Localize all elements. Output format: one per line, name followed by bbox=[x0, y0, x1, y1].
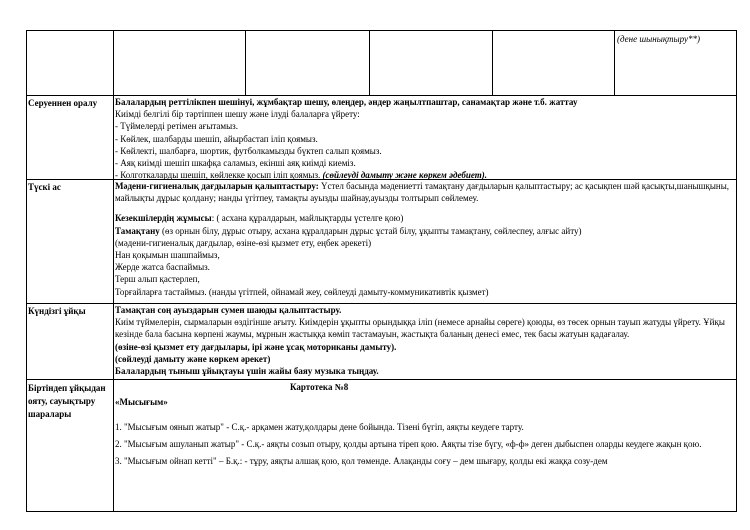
exercise-item: 3. "Мысығым ойнап кетті" – Б.қ.: - тұру, аяқты алшақ қою, қол төменде. Алақанды соғу – дем шығару, қолды екі жаққа созу-дем bbox=[115, 456, 608, 466]
text-line: (мәдени-гигиеналық дағдылар, өзіне-өзі қызмет ету, еңбек әрекеті) bbox=[115, 237, 372, 248]
text-gap bbox=[115, 204, 735, 212]
row-label-nap: Күндізгі ұйқы bbox=[28, 306, 86, 316]
text-line: - Көйлекті, шалбарға, шортик, футболкамызды бүктеп салып қоямыз. bbox=[115, 145, 382, 156]
text-line: - Көйлек, шалбарды шешіп, айырбастап іліп қоямыз. bbox=[115, 133, 318, 144]
text-gap bbox=[115, 409, 735, 419]
text-segment: Үстел басында мәдениетті тамақтану дағдыларын қалыптастыру; ас қасықпен шәй қасықты,шанышқыны, майлықты дұрыс қолдану; нанды үгітпеу, тамақты ауызды шайнау,ауызды толтырып сөйлемеу. bbox=[115, 181, 730, 204]
schedule-table bbox=[26, 30, 737, 512]
text-segment: - Колготкаларды шешіп, көйлекке қосып іліп қоямыз. bbox=[115, 170, 323, 181]
row-content-wake-up bbox=[115, 381, 735, 470]
text-line bbox=[115, 180, 735, 204]
text-segment-emphasis: (сөйлеуді дамыту және көркем әдебиет). bbox=[322, 170, 488, 181]
text-line: (сөйлеуді дамыту және көркем әрекет) bbox=[115, 353, 271, 364]
exercise-item: 2. "Мысығым ашуланып жатыр" - С.қ.- аяқты созып отыру, қолды артына тіреп қою. Аяқты тізе бүгу, «ф-ф» деген дыбыспен оларды кеудеге жақын қою. bbox=[115, 439, 702, 449]
text-segment-heading: Мәдени-гигиеналық дағдыларын қалыптастыру: bbox=[115, 181, 319, 191]
text-line: Балалардың реттілікпен шешінуі, жұмбақтар шешу, өлеңдер, әндер жаңылтпаштар, санамақтар және т.б. жаттау bbox=[115, 97, 578, 107]
text-line bbox=[115, 225, 735, 237]
text-line: - Аяқ киімді шешіп шкафқа саламыз, екінші аяқ киімді киеміз. bbox=[115, 158, 356, 169]
text-line: Балалардың тыныш ұйықтауы үшін жайы баяу музыка тыңдау. bbox=[115, 366, 379, 377]
text-segment: (өз орнын білу, дұрыс отыру, асхана құралдарын дұрыс ұстай білу, ұқыпты тамақтану, сөйлеспеу, алғыс айту) bbox=[159, 225, 582, 236]
text-segment: : ( асхана құралдарын, майлықтарды үстелге қою) bbox=[211, 213, 404, 224]
row-content-return-walk bbox=[115, 96, 735, 181]
text-line: Киім түймелерін, сырмаларын өздігінше ағыту. Киімдерін ұқыпты орындыққа іліп (немесе арнайы сөреге) қоюды, өз төсек орнын тауып жатуды үйрету. Ұйқы кезінде бала басына көрпені жаумы, мұрнын жастыққа көміп тастамауын, жастықта баланың денесі емес, тек басы жатуын қадағалау. bbox=[115, 317, 725, 340]
header-column-divider bbox=[245, 30, 246, 95]
text-line: Нан қоқымын шашпаймыз, bbox=[115, 250, 220, 261]
text-line: - Түймелерді ретімен ағытамыз. bbox=[115, 121, 238, 132]
row-content-lunch bbox=[115, 180, 735, 298]
text-line: Жерде жатса баспаймыз. bbox=[115, 262, 210, 273]
card-subtitle: «Мысығым» bbox=[115, 397, 168, 407]
text-line: Киімді белгілі бір тәртіппен шешу және ілуді балаларға үйрету: bbox=[115, 109, 360, 120]
text-line: Терш алып қастерлеп, bbox=[115, 274, 200, 285]
card-title: Картотека №8 bbox=[290, 382, 349, 392]
header-column-divider bbox=[492, 30, 493, 95]
text-line bbox=[115, 212, 735, 224]
header-note: (дене шынықтыру**) bbox=[617, 34, 700, 44]
row-label-lunch: Түскі ас bbox=[28, 182, 61, 192]
row-label-return-walk: Серуеннен оралу bbox=[28, 98, 98, 108]
text-segment-heading: Кезекшілердің жұмысы bbox=[115, 213, 212, 224]
row-divider bbox=[26, 379, 737, 380]
row-content-nap bbox=[115, 304, 735, 377]
text-line: (өзіне-өзі қызмет ету дағдылары, ірі және ұсақ моториканы дамыту). bbox=[115, 341, 397, 352]
exercise-item: 1. "Мысығым оянып жатыр" - С.қ.- арқамен жату,қолдары дене бойында. Тізені бүгіп, аяқты кеудеге тарту. bbox=[115, 422, 524, 432]
header-column-divider bbox=[369, 30, 370, 95]
row-label-wake-up: Біртіндеп ұйқыдан ояту, сауықтыру шаралары bbox=[28, 383, 106, 419]
text-line: Торғайларға тастаймыз. (нанды үгітпей, ойнамай жеу, сөйлеуді дамыту-коммуникативтік қызмет) bbox=[115, 286, 489, 297]
header-column-divider bbox=[614, 30, 615, 95]
text-line: Тамақтан соң ауыздарын сумен шаюды қалыптастыру. bbox=[115, 305, 342, 315]
text-segment-heading: Тамақтану bbox=[115, 225, 160, 236]
